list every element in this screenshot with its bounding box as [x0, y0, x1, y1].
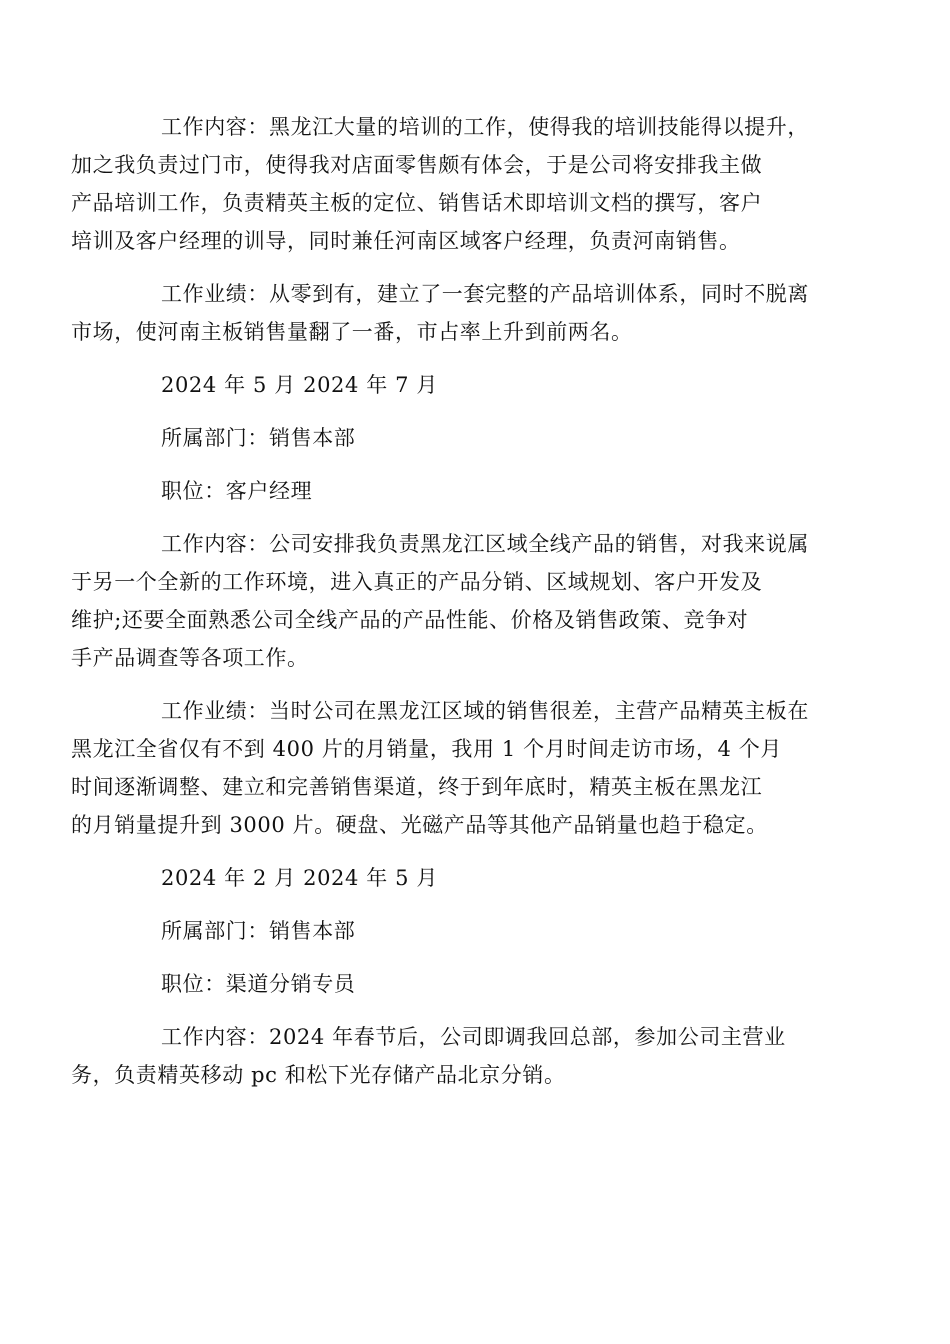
text-line: 职位：渠道分销专员 [161, 972, 356, 996]
paragraph-gap [0, 1003, 950, 1018]
text-line: 所属部门：销售本部 [161, 426, 356, 450]
text-line: 工作内容：黑龙江大量的培训的工作，使得我的培训技能得以提升， [161, 115, 809, 139]
text-line: 2024 年 5 月 2024 年 7 月 [161, 373, 438, 397]
paragraph [0, 472, 835, 510]
text-line: 培训及客户经理的训导，同时兼任河南区域客户经理，负责河南销售。 [71, 229, 741, 253]
paragraph [0, 419, 835, 457]
text-line: 维护;还要全面熟悉公司全线产品的产品性能、价格及销售政策、竞争对 [71, 608, 749, 632]
text-line: 务，负责精英移动 pc 和松下光存储产品北京分销。 [71, 1063, 566, 1087]
text-line: 黑龙江全省仅有不到 400 片的月销量，我用 1 个月时间走访市场，4 个月 [71, 737, 782, 761]
text-line: 工作业绩：从零到有，建立了一套完整的产品培训体系，同时不脱离 [161, 282, 809, 306]
paragraph [0, 912, 835, 950]
paragraph [0, 692, 835, 844]
text-line: 工作内容：2024 年春节后，公司即调我回总部，参加公司主营业 [161, 1025, 786, 1049]
paragraph-gap [0, 844, 950, 859]
paragraph-gap [0, 677, 950, 692]
text-line: 加之我负责过门市，使得我对店面零售颇有体会，于是公司将安排我主做 [71, 153, 763, 177]
text-line: 产品培训工作，负责精英主板的定位、销售话术即培训文档的撰写，客户 [71, 191, 763, 215]
text-line: 工作业绩：当时公司在黑龙江区域的销售很差，主营产品精英主板在 [161, 699, 809, 723]
paragraph-gap [0, 457, 950, 472]
text-line: 职位：客户经理 [161, 479, 313, 503]
text-line: 的月销量提升到 3000 片。硬盘、光磁产品等其他产品销量也趋于稳定。 [71, 813, 768, 837]
paragraph [0, 525, 835, 677]
paragraph [0, 108, 835, 260]
paragraph-gap [0, 950, 950, 965]
paragraph [0, 965, 835, 1003]
paragraph [0, 1018, 835, 1094]
paragraph-gap [0, 260, 950, 275]
text-line: 工作内容：公司安排我负责黑龙江区域全线产品的销售，对我来说属 [161, 532, 809, 556]
paragraph-gap [0, 351, 950, 366]
paragraph [0, 275, 835, 351]
text-line: 时间逐渐调整、建立和完善销售渠道，终于到年底时，精英主板在黑龙江 [71, 775, 763, 799]
text-line: 所属部门：销售本部 [161, 919, 356, 943]
paragraph-gap [0, 897, 950, 912]
text-line: 于另一个全新的工作环境，进入真正的产品分销、区域规划、客户开发及 [71, 570, 763, 594]
paragraph [0, 366, 835, 404]
paragraph-gap [0, 404, 950, 419]
text-line: 2024 年 2 月 2024 年 5 月 [161, 866, 438, 890]
text-line: 市场，使河南主板销售量翻了一番，市占率上升到前两名。 [71, 320, 633, 344]
paragraph [0, 859, 835, 897]
text-line: 手产品调查等各项工作。 [71, 646, 309, 670]
paragraph-gap [0, 510, 950, 525]
